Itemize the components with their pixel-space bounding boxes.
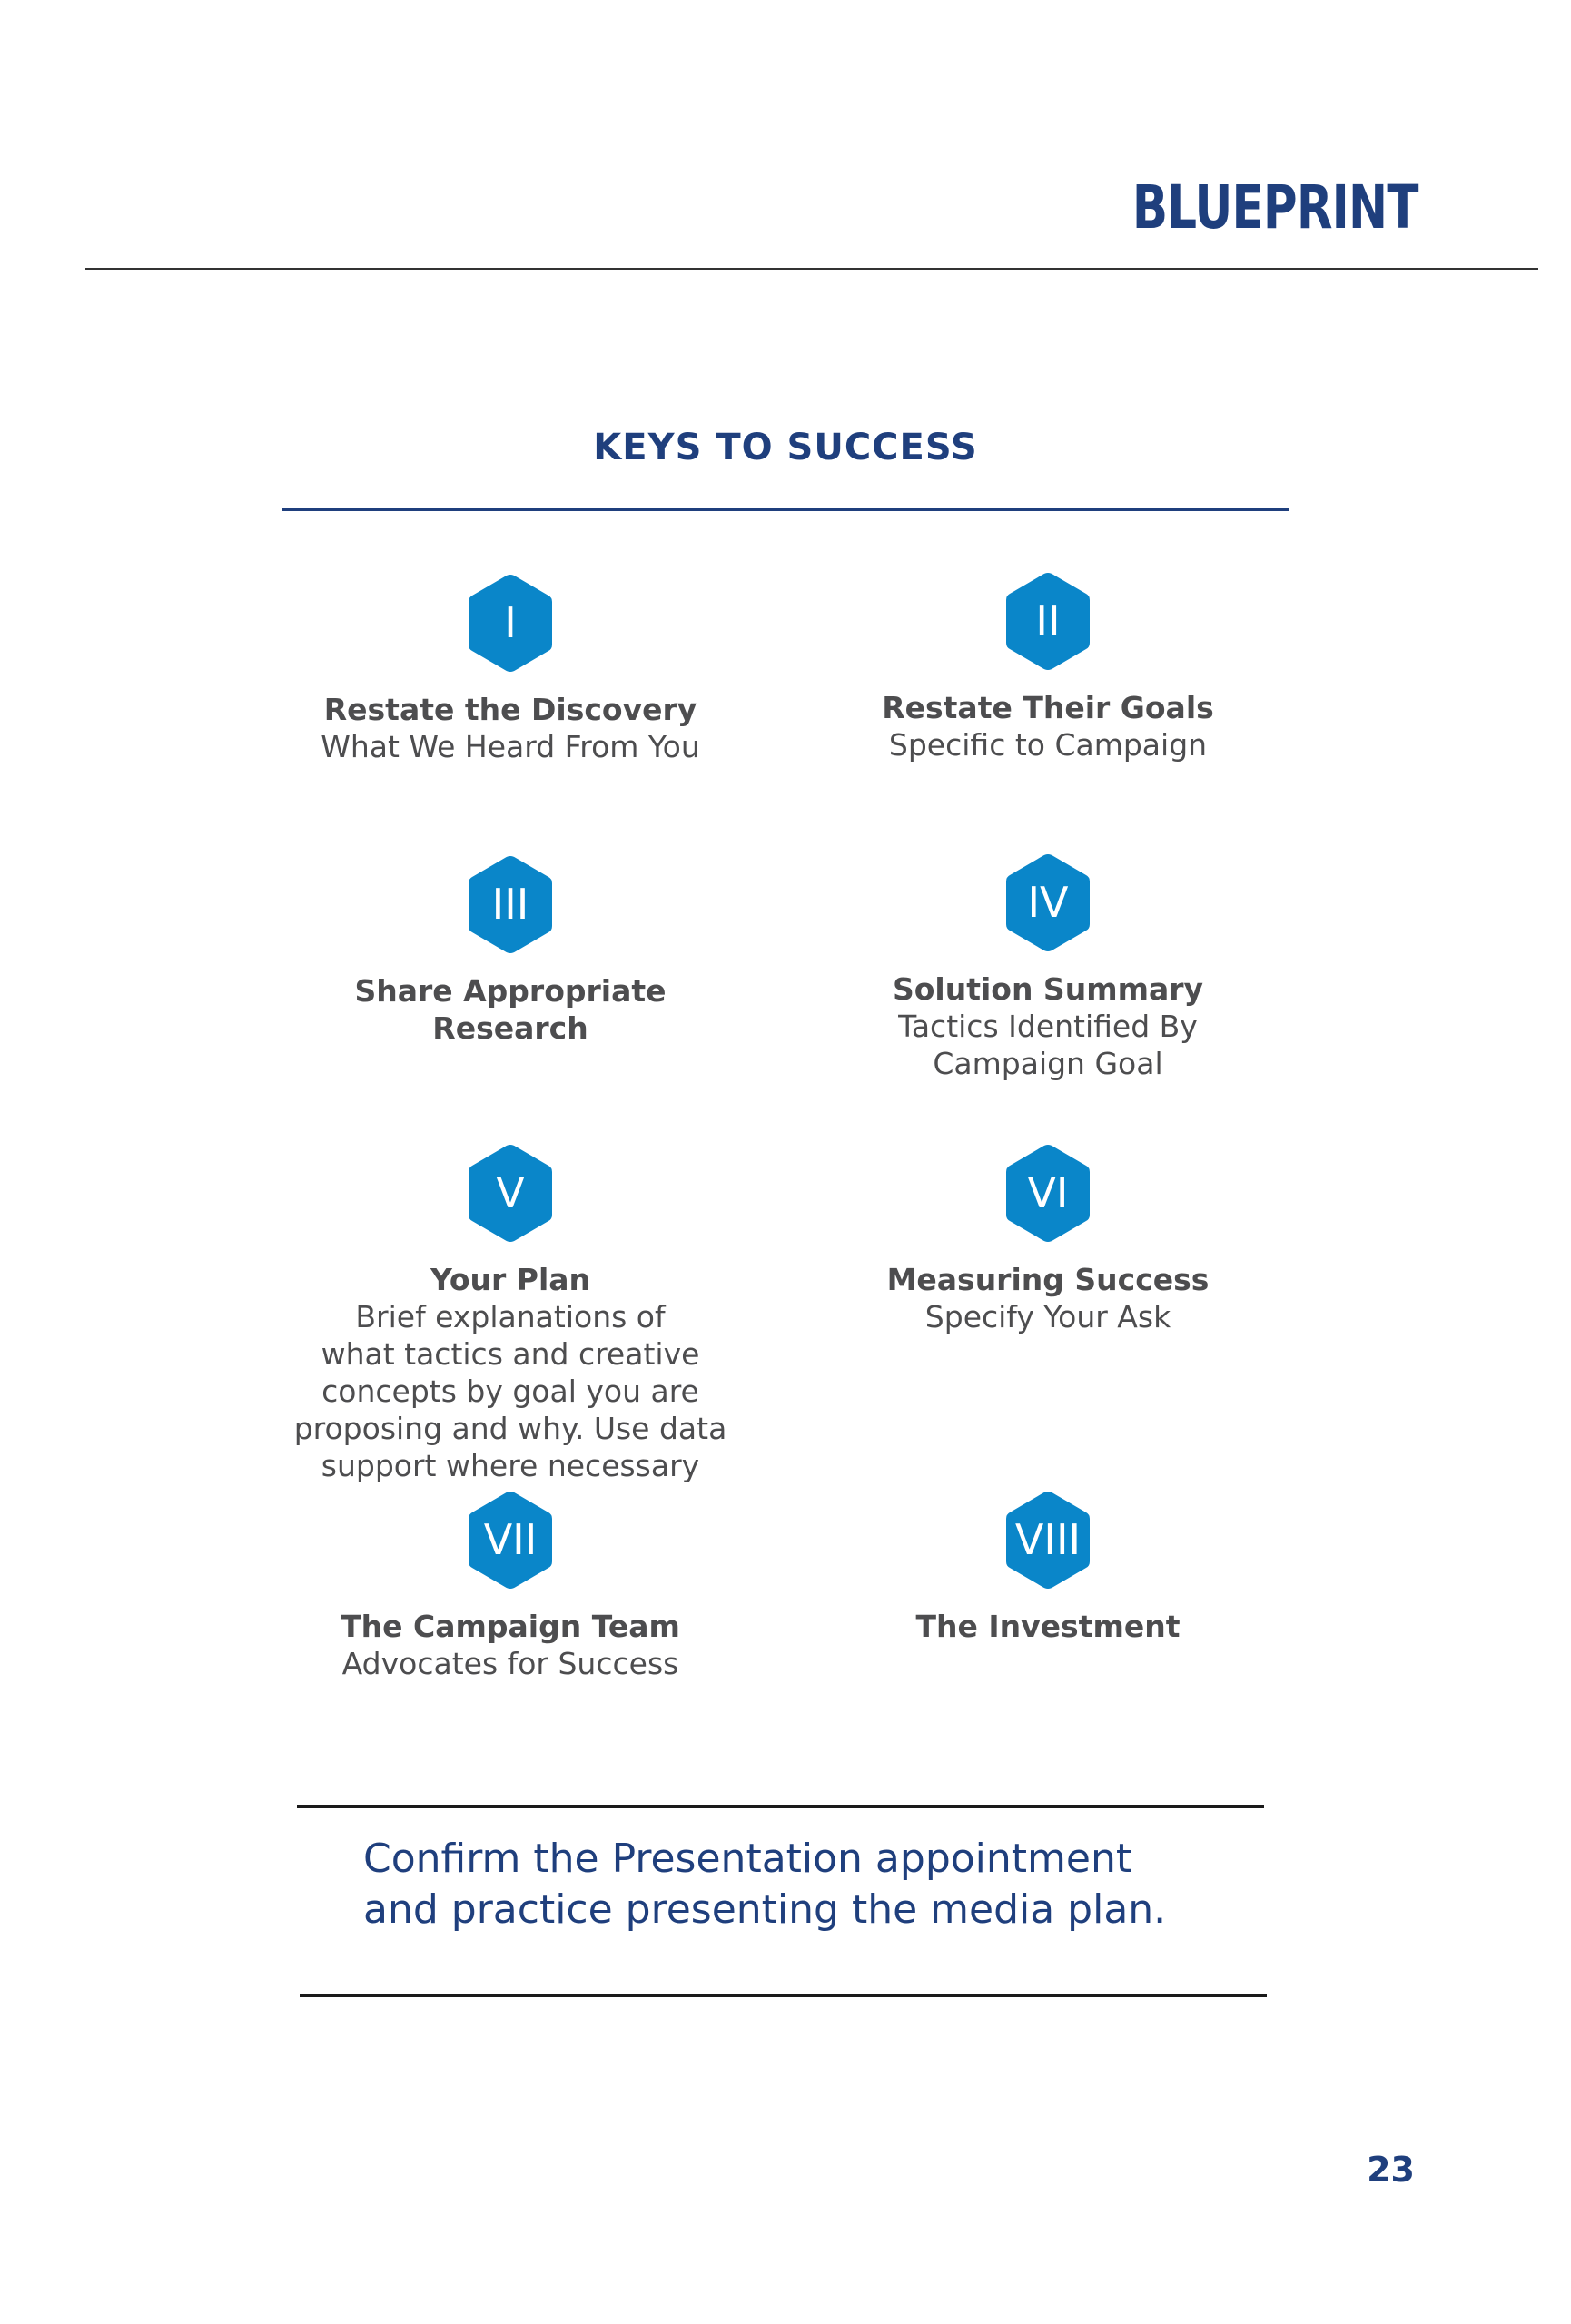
step-numeral: VIII xyxy=(1014,1515,1082,1564)
step-title: Solution Summary xyxy=(892,971,1204,1007)
step-title: Share Appropriate Research xyxy=(354,973,667,1046)
step-subtitle: Specific to Campaign xyxy=(888,727,1208,763)
hexagon-badge-icon xyxy=(1003,852,1092,954)
brand-logo: BLUEPRINT xyxy=(1132,172,1418,242)
step-numeral: VI xyxy=(1027,1168,1069,1217)
step-5 xyxy=(256,1142,765,1484)
hexagon-badge-icon xyxy=(466,572,555,675)
hexagon-badge-icon xyxy=(1003,1142,1092,1245)
hexagon-badge-icon xyxy=(1003,1489,1092,1591)
step-subtitle: What We Heard From You xyxy=(321,729,700,764)
header-divider xyxy=(85,268,1538,270)
step-title: Restate the Discovery xyxy=(323,692,697,727)
step-subtitle: Tactics Identified By Campaign Goal xyxy=(898,1009,1198,1081)
step-subtitle: Specify Your Ask xyxy=(924,1299,1171,1334)
step-numeral: IV xyxy=(1027,878,1069,927)
step-title: Restate Their Goals xyxy=(882,690,1214,725)
step-subtitle: Advocates for Success xyxy=(341,1646,679,1681)
hexagon-badge-icon xyxy=(466,1142,555,1245)
step-title: Your Plan xyxy=(430,1262,591,1297)
callout-bottom-divider xyxy=(300,1994,1267,1997)
step-numeral: I xyxy=(504,598,517,647)
callout-text: Confirm the Presentation appointment and practice presenting the media plan. xyxy=(363,1836,1167,1933)
step-title: Measuring Success xyxy=(886,1262,1210,1297)
step-6 xyxy=(794,1142,1302,1335)
step-1 xyxy=(256,572,765,765)
hexagon-badge-icon xyxy=(466,1489,555,1591)
section-title: KEYS TO SUCCESS xyxy=(593,427,978,468)
page-number: 23 xyxy=(1367,2150,1415,2190)
step-title: The Campaign Team xyxy=(341,1609,680,1644)
step-title: The Investment xyxy=(915,1609,1181,1644)
step-8 xyxy=(794,1489,1302,1645)
step-2 xyxy=(794,570,1302,763)
step-7 xyxy=(256,1489,765,1682)
hexagon-badge-icon xyxy=(1003,570,1092,673)
title-divider xyxy=(282,508,1289,511)
callout-top-divider xyxy=(297,1805,1264,1808)
step-3 xyxy=(256,853,765,1047)
step-4 xyxy=(794,852,1302,1082)
step-numeral: VII xyxy=(483,1515,538,1564)
step-numeral: II xyxy=(1035,596,1061,645)
step-numeral: V xyxy=(496,1168,525,1217)
hexagon-badge-icon xyxy=(466,853,555,956)
step-subtitle: Brief explanations of what tactics and creative concepts by goal you are proposing and why. Use data support where necessary xyxy=(293,1299,727,1483)
step-numeral: III xyxy=(491,880,529,929)
